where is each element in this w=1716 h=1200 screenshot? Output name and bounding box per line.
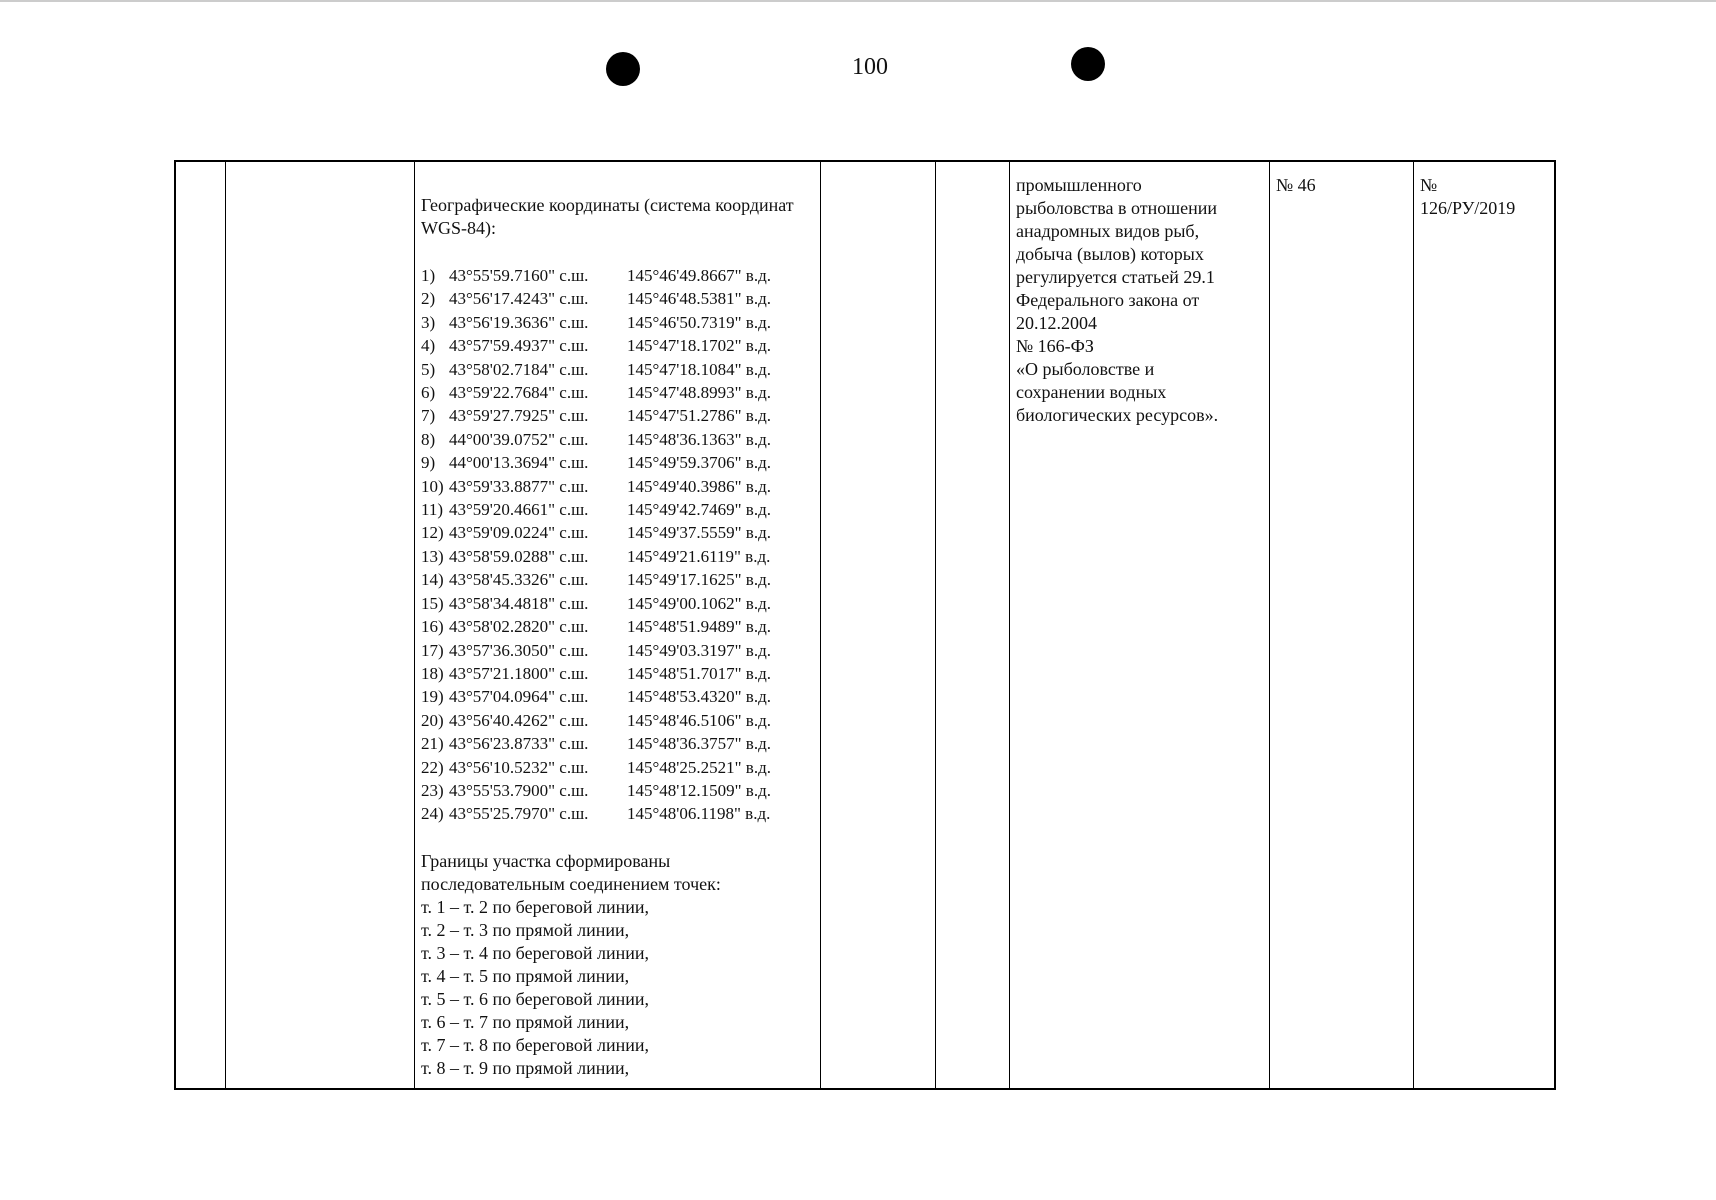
coordinate-index: 16) bbox=[421, 617, 444, 637]
purpose-line: сохранении водных bbox=[1016, 382, 1167, 402]
coordinate-latitude: 43°56'40.4262" с.ш. bbox=[449, 710, 589, 730]
coordinates-cell bbox=[415, 162, 821, 1088]
boundary-segment: т. 8 – т. 9 по прямой линии, bbox=[421, 1057, 630, 1078]
coordinate-latitude: 43°58'34.4818" с.ш. bbox=[449, 593, 589, 613]
coordinate-latitude: 43°56'19.3636" с.ш. bbox=[449, 312, 589, 332]
document-table bbox=[174, 160, 1556, 1090]
page-number: 100 bbox=[852, 54, 888, 80]
coordinate-latitude: 43°57'04.0964" с.ш. bbox=[449, 687, 589, 707]
coordinate-latitude: 43°56'23.8733" с.ш. bbox=[449, 734, 589, 754]
coordinate-latitude: 43°58'02.2820" с.ш. bbox=[449, 617, 589, 637]
coordinate-latitude: 44°00'39.0752" с.ш. bbox=[449, 429, 589, 449]
boundary-segment: т. 1 – т. 2 по береговой линии, bbox=[421, 896, 650, 917]
coordinate-row bbox=[421, 685, 814, 708]
purpose-line: добыча (вылов) которых bbox=[1016, 244, 1204, 264]
coordinate-row bbox=[421, 521, 814, 544]
coordinates-heading: Географические координаты (система координат WGS-84): bbox=[421, 195, 794, 238]
purpose-line: 20.12.2004 bbox=[1016, 313, 1097, 333]
coordinate-longitude: 145°47'18.1084" в.д. bbox=[627, 359, 771, 379]
coordinate-row bbox=[421, 568, 814, 591]
coordinate-index: 14) bbox=[421, 570, 444, 590]
coordinate-longitude: 145°49'00.1062" в.д. bbox=[627, 593, 771, 613]
boundary-segment: т. 4 – т. 5 по прямой линии, bbox=[421, 965, 630, 986]
coordinate-longitude: 145°49'21.6119" в.д. bbox=[627, 546, 771, 566]
coordinate-latitude: 43°59'22.7684" с.ш. bbox=[449, 383, 589, 403]
coordinate-index: 11) bbox=[421, 500, 444, 520]
coordinate-index: 20) bbox=[421, 710, 444, 730]
registration-number bbox=[1420, 174, 1552, 220]
coordinate-longitude: 145°48'51.7017" в.д. bbox=[627, 663, 771, 683]
coordinate-longitude: 145°48'46.5106" в.д. bbox=[627, 710, 771, 730]
coordinate-longitude: 145°48'53.4320" в.д. bbox=[627, 687, 771, 707]
coordinate-longitude: 145°47'18.1702" в.д. bbox=[627, 336, 771, 356]
coordinate-row bbox=[421, 779, 814, 802]
coordinate-latitude: 43°58'45.3326" с.ш. bbox=[449, 570, 589, 590]
coordinate-latitude: 43°59'09.0224" с.ш. bbox=[449, 523, 589, 543]
coordinate-longitude: 145°47'51.2786" в.д. bbox=[627, 406, 771, 426]
coordinate-row bbox=[421, 545, 814, 568]
coordinate-row bbox=[421, 475, 814, 498]
coordinate-longitude: 145°47'48.8993" в.д. bbox=[627, 383, 771, 403]
coordinate-index: 17) bbox=[421, 640, 444, 660]
coordinate-row bbox=[421, 451, 814, 474]
coordinate-index: 8) bbox=[421, 429, 436, 449]
coordinate-index: 2) bbox=[421, 289, 436, 309]
coordinate-index: 15) bbox=[421, 593, 444, 613]
boundaries-list bbox=[421, 896, 814, 1080]
coordinate-row bbox=[421, 334, 814, 357]
coordinate-longitude: 145°48'36.3757" в.д. bbox=[627, 734, 771, 754]
boundaries-intro-line: последовательным соединением точек: bbox=[421, 873, 721, 894]
coordinate-latitude: 43°57'36.3050" с.ш. bbox=[449, 640, 589, 660]
coordinate-index: 24) bbox=[421, 804, 444, 824]
coordinate-index: 9) bbox=[421, 453, 436, 473]
coordinate-longitude: 145°46'50.7319" в.д. bbox=[627, 312, 771, 332]
coordinates-list bbox=[421, 264, 814, 826]
coordinate-latitude: 43°58'02.7184" с.ш. bbox=[449, 359, 589, 379]
coordinate-latitude: 43°59'33.8877" с.ш. bbox=[449, 476, 589, 496]
number-cell bbox=[1270, 162, 1414, 1088]
boundaries-intro-line: Границы участка сформированы bbox=[421, 850, 671, 871]
coordinate-latitude: 44°00'13.3694" с.ш. bbox=[449, 453, 589, 473]
coordinate-longitude: 145°48'25.2521" в.д. bbox=[627, 757, 771, 777]
coordinate-index: 10) bbox=[421, 476, 444, 496]
registration-cell bbox=[1414, 162, 1558, 1088]
coordinate-latitude: 43°58'59.0288" с.ш. bbox=[449, 546, 589, 566]
coordinate-latitude: 43°55'59.7160" с.ш. bbox=[449, 266, 589, 285]
coordinate-row bbox=[421, 311, 814, 334]
coordinate-latitude: 43°55'53.7900" с.ш. bbox=[449, 780, 589, 800]
punch-hole-left bbox=[606, 52, 640, 86]
coordinate-longitude: 145°49'40.3986" в.д. bbox=[627, 476, 771, 496]
coordinate-row bbox=[421, 662, 814, 685]
purpose-line: Федерального закона от bbox=[1016, 290, 1200, 310]
coordinate-longitude: 145°48'51.9489" в.д. bbox=[627, 617, 771, 637]
coordinate-index: 4) bbox=[421, 336, 436, 356]
scan-top-edge bbox=[0, 0, 1716, 2]
coordinate-row bbox=[421, 404, 814, 427]
boundaries-block bbox=[421, 850, 814, 1080]
coordinate-row bbox=[421, 709, 814, 732]
coordinate-longitude: 145°49'42.7469" в.д. bbox=[627, 500, 771, 520]
coordinate-longitude: 145°48'06.1198" в.д. bbox=[627, 804, 771, 824]
coordinate-row bbox=[421, 639, 814, 662]
coordinate-index: 7) bbox=[421, 406, 436, 426]
coordinate-row bbox=[421, 732, 814, 755]
coordinate-row bbox=[421, 358, 814, 381]
purpose-line: промышленного bbox=[1016, 175, 1142, 195]
purpose-cell bbox=[1010, 162, 1270, 1088]
coordinate-latitude: 43°57'59.4937" с.ш. bbox=[449, 336, 589, 356]
coordinate-index: 23) bbox=[421, 780, 444, 800]
number-value: № 46 bbox=[1276, 175, 1316, 195]
table-column-5 bbox=[936, 162, 1010, 1088]
purpose-line: биологических ресурсов». bbox=[1016, 405, 1219, 425]
coordinate-row bbox=[421, 428, 814, 451]
coordinate-row bbox=[421, 498, 814, 521]
purpose-line: регулируется статьей 29.1 bbox=[1016, 267, 1215, 287]
boundary-segment: т. 7 – т. 8 по береговой линии, bbox=[421, 1034, 650, 1055]
coordinate-index: 18) bbox=[421, 663, 444, 683]
coordinate-row bbox=[421, 287, 814, 310]
purpose-line: «О рыболовстве и bbox=[1016, 359, 1155, 379]
purpose-line: анадромных видов рыб, bbox=[1016, 221, 1200, 241]
coordinate-longitude: 145°48'12.1509" в.д. bbox=[627, 780, 771, 800]
coordinate-latitude: 43°56'17.4243" с.ш. bbox=[449, 289, 589, 309]
registration-line: 126/РУ/2019 bbox=[1420, 198, 1516, 218]
boundary-segment: т. 3 – т. 4 по береговой линии, bbox=[421, 942, 650, 963]
registration-line: № bbox=[1420, 175, 1438, 195]
coordinate-latitude: 43°55'25.7970" с.ш. bbox=[449, 804, 589, 824]
coordinate-index: 6) bbox=[421, 383, 436, 403]
coordinate-longitude: 145°46'49.8667" в.д. bbox=[627, 266, 771, 285]
coordinate-index: 5) bbox=[421, 359, 436, 379]
coordinate-row bbox=[421, 381, 814, 404]
punch-hole-right bbox=[1071, 47, 1105, 81]
coordinate-index: 21) bbox=[421, 734, 444, 754]
coordinate-row bbox=[421, 264, 814, 287]
boundary-segment: т. 2 – т. 3 по прямой линии, bbox=[421, 919, 630, 940]
coordinate-longitude: 145°49'03.3197" в.д. bbox=[627, 640, 771, 660]
coordinate-latitude: 43°57'21.1800" с.ш. bbox=[449, 663, 589, 683]
coordinate-row bbox=[421, 592, 814, 615]
coordinate-longitude: 145°49'59.3706" в.д. bbox=[627, 453, 771, 473]
coordinate-latitude: 43°59'27.7925" с.ш. bbox=[449, 406, 589, 426]
coordinate-index: 12) bbox=[421, 523, 444, 543]
coordinate-longitude: 145°49'17.1625" в.д. bbox=[627, 570, 771, 590]
coordinate-row bbox=[421, 615, 814, 638]
table-column-1 bbox=[176, 162, 226, 1088]
coordinate-longitude: 145°46'48.5381" в.д. bbox=[627, 289, 771, 309]
boundary-segment: т. 6 – т. 7 по прямой линии, bbox=[421, 1011, 630, 1032]
coordinate-longitude: 145°49'37.5559" в.д. bbox=[627, 523, 771, 543]
coordinate-row bbox=[421, 802, 814, 825]
purpose-text bbox=[1016, 174, 1263, 427]
purpose-line: № 166-ФЗ bbox=[1016, 336, 1094, 356]
table-column-4 bbox=[821, 162, 936, 1088]
boundary-segment: т. 5 – т. 6 по береговой линии, bbox=[421, 988, 650, 1009]
coordinate-index: 1) bbox=[421, 266, 436, 285]
boundaries-intro bbox=[421, 850, 814, 896]
coordinate-latitude: 43°56'10.5232" с.ш. bbox=[449, 757, 589, 777]
coordinate-longitude: 145°48'36.1363" в.д. bbox=[627, 429, 771, 449]
coordinate-index: 19) bbox=[421, 687, 444, 707]
coordinate-index: 13) bbox=[421, 546, 444, 566]
coordinate-row bbox=[421, 756, 814, 779]
purpose-line: рыболовства в отношении bbox=[1016, 198, 1218, 218]
coordinate-index: 22) bbox=[421, 757, 444, 777]
coordinate-index: 3) bbox=[421, 312, 436, 332]
table-column-2 bbox=[226, 162, 415, 1088]
coordinate-latitude: 43°59'20.4661" с.ш. bbox=[449, 500, 589, 520]
